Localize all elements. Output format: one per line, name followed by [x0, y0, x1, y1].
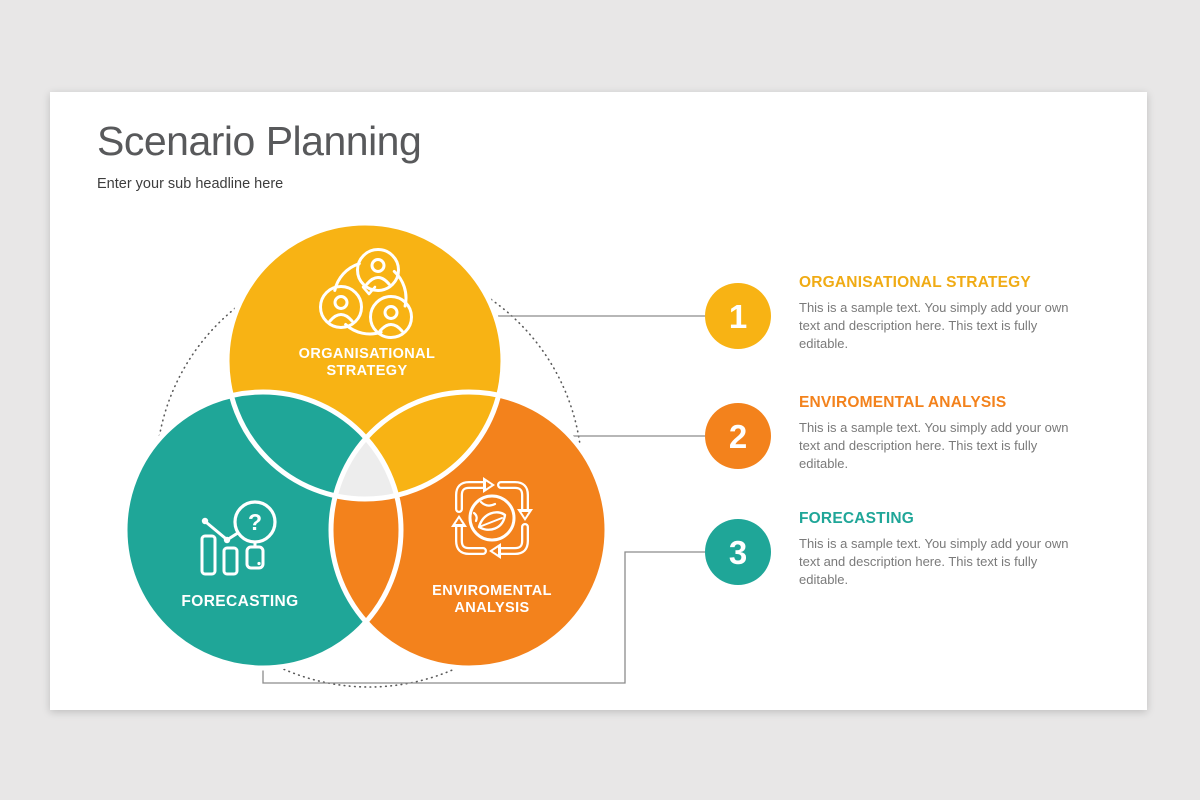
page-subtitle: Enter your sub headline here	[97, 176, 284, 192]
svg-text:?: ?	[247, 509, 263, 535]
badge-number-3: 3	[728, 534, 748, 571]
legend-item-forecasting	[799, 510, 1079, 589]
badge-number-1: 1	[728, 298, 748, 335]
legend-badge-2	[705, 403, 771, 469]
legend-item-description: This is a sample text. You simply add your own text and description here. This text is fully editable.	[799, 300, 1069, 351]
legend-item-enviromental-analysis	[799, 394, 1079, 473]
circle-label-line: ANALYSIS	[454, 600, 530, 616]
circle-label-organisational-strategy	[247, 346, 487, 380]
slide-card	[50, 92, 1147, 710]
legend-badge-1	[705, 283, 771, 349]
circle-label-line: ORGANISATIONAL	[298, 346, 436, 362]
page-title: Scenario Planning	[97, 118, 422, 164]
legend-badge-3	[705, 519, 771, 585]
legend-item-description: This is a sample text. You simply add your own text and description here. This text is fully editable.	[799, 420, 1069, 471]
circle-label-line: FORECASTING	[181, 593, 299, 610]
badge-number-2: 2	[728, 418, 748, 455]
legend-item-title: ENVIROMENTAL ANALYSIS	[799, 394, 1007, 411]
legend-item-organisational-strategy	[799, 274, 1079, 353]
legend-item-title: FORECASTING	[799, 510, 915, 527]
circle-label-line: STRATEGY	[326, 363, 408, 379]
legend-item-title: ORGANISATIONAL STRATEGY	[799, 274, 1031, 291]
circle-label-line: ENVIROMENTAL	[432, 583, 552, 599]
circle-label-forecasting	[120, 593, 360, 610]
circle-label-enviromental-analysis	[372, 583, 612, 617]
legend-item-description: This is a sample text. You simply add your own text and description here. This text is fully editable.	[799, 536, 1069, 587]
